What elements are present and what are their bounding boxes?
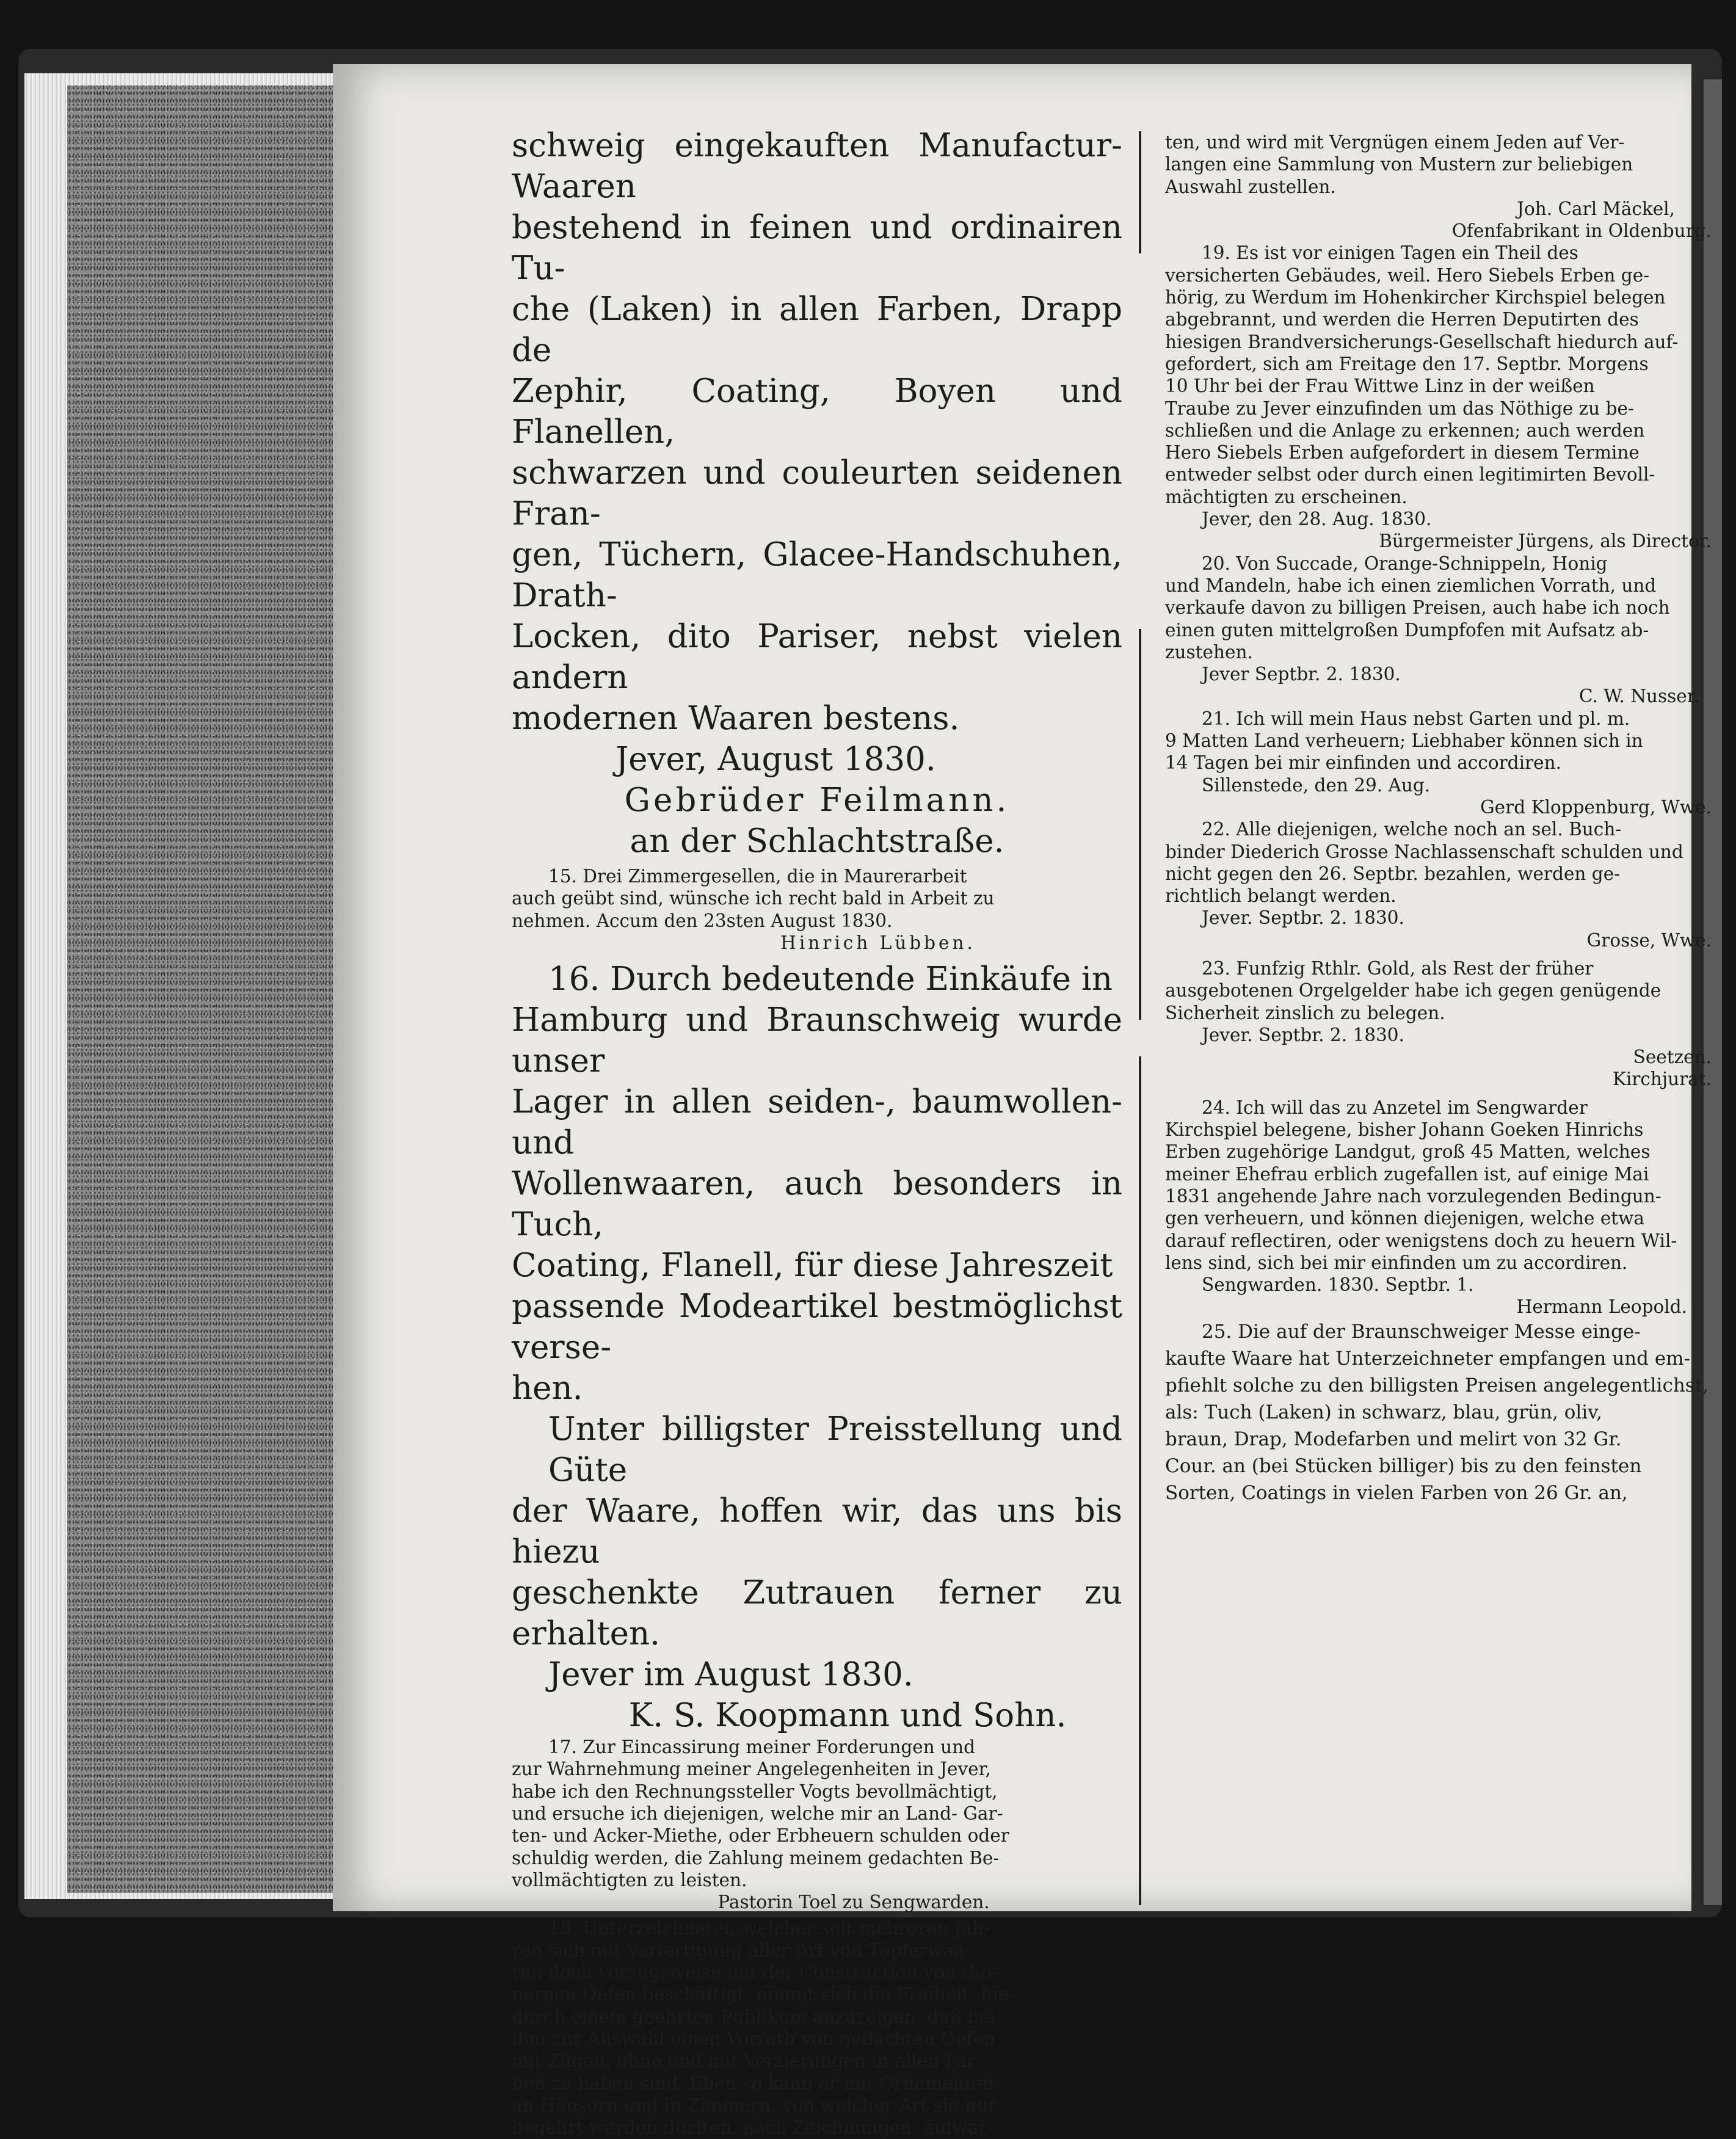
text-line: Hamburg und Braunschweig wurde unser: [512, 1001, 1122, 1080]
text-line: schließen und die Anlage zu erkennen; auch werden: [1165, 419, 1645, 441]
text-line: 15. Drei Zimmergesellen, die in Maurerarbeit: [548, 866, 967, 887]
text-line: 1831 angehende Jahre nach vorzulegenden Bedingun-: [1165, 1185, 1662, 1207]
signature: Seetzen.: [1633, 1047, 1712, 1068]
column-rule-upper: [1139, 131, 1141, 253]
notice-18-continued: [1165, 131, 1712, 242]
column-rule-lower: [1139, 1056, 1141, 1905]
speckled-fore-edge: [67, 85, 336, 1893]
notice-19: [1165, 242, 1712, 552]
text-line: entweder selbst oder durch einen legitimirten Bevoll-: [1165, 464, 1655, 485]
notice-16: [512, 959, 1122, 1736]
dateline: Sillenstede, den 29. Aug.: [1202, 774, 1431, 796]
text-line: mit Zügen, ohne und mit Verzierungen in allen Far-: [512, 2050, 982, 2072]
signature-title: Ofenfabrikant in Oldenburg.: [1451, 220, 1712, 242]
text-line: geschenkte Zutrauen ferner zu erhalten.: [512, 1574, 1122, 1653]
text-line: Erben zugehörige Landgut, groß 45 Matten, welches: [1165, 1141, 1651, 1163]
notice-18: [512, 1917, 1122, 2139]
text-line: modernen Waaren bestens.: [512, 700, 960, 737]
notice-20: [1165, 553, 1712, 708]
text-line: ihm zur Auswahl einen Vorrath von gedachten Oefen: [512, 2028, 995, 2050]
text-line: ren sich mit Verfertigung aller Art von Töpferwaa-: [512, 1939, 972, 1961]
text-line: als: Tuch (Laken) in schwarz, blau, grün, oliv,: [1165, 1401, 1602, 1423]
text-line: 20. Von Succade, Orange-Schnippeln, Honig: [1202, 553, 1608, 574]
text-line: habe ich den Rechnungssteller Vogts bevollmächtigt,: [512, 1781, 998, 1802]
text-line: passende Modeartikel bestmöglichst verse-: [512, 1288, 1122, 1367]
text-line: ren doch vorzugsweise mit der Construction von thö-: [512, 1962, 998, 1983]
text-line: der Waare, hoffen wir, das uns bis hiezu: [512, 1492, 1122, 1571]
text-line: 24. Ich will das zu Anzetel im Sengwarder: [1202, 1097, 1588, 1118]
signature: Hermann Leopold.: [1516, 1296, 1687, 1318]
text-line: mächtigten zu erscheinen.: [1165, 486, 1407, 507]
dateline: Jever Septbr. 2. 1830.: [1202, 664, 1401, 685]
text-line: 16. Durch bedeutende Einkäufe in: [548, 961, 1113, 998]
text-line: kaufte Waare hat Unterzeichneter empfangen und em-: [1165, 1347, 1691, 1370]
text-line: braun, Drap, Modefarben und melirt von 32 Gr.: [1165, 1428, 1622, 1450]
text-line: lens sind, sich bei mir einfinden um zu accordiren.: [1165, 1252, 1628, 1273]
text-line: und ersuche ich diejenigen, welche mir an Land- Gar-: [512, 1803, 1003, 1825]
text-line: ten- und Acker-Miethe, oder Erbheuern schulden oder: [512, 1825, 1009, 1847]
text-line: ben zu haben sind. Eben so kann er mit Ornamenten: [512, 2072, 994, 2094]
text-line: ten, und wird mit Vergnügen einem Jeden auf Ver-: [1165, 132, 1625, 153]
text-line: darauf reflectiren, oder wenigstens doch zu heuern Wil-: [1165, 1230, 1677, 1251]
text-line: 25. Die auf der Braunschweiger Messe einge-: [1202, 1320, 1641, 1343]
text-line: langen eine Sammlung von Mustern zur beliebigen: [1165, 154, 1633, 175]
text-line: Wollenwaaren, auch besonders in Tuch,: [512, 1165, 1122, 1244]
notice-15: [512, 865, 1122, 954]
text-line: hörig, zu Werdum im Hohenkircher Kirchspiel belegen: [1165, 287, 1666, 308]
text-line: schweig eingekauften Manufactur-Waaren: [512, 127, 1122, 205]
signature: Bürgermeister Jürgens, als Director.: [1379, 531, 1712, 552]
text-line: 9 Matten Land verheuern; Liebhaber können sich in: [1165, 730, 1643, 752]
text-line: durch einem geehrten Publikum anzuzeigen, daß bei: [512, 2006, 995, 2027]
text-line: 18. Unterzeichneter, welcher seit mehreren Jah-: [548, 1917, 990, 1939]
right-column: [1165, 131, 1712, 1506]
text-line: meiner Ehefrau erblich zugefallen ist, auf einige Mai: [1165, 1163, 1649, 1185]
text-line: che (Laken) in allen Farben, Drapp de: [512, 291, 1122, 369]
signature-address: an der Schlachtstraße.: [630, 823, 1004, 860]
text-line: vollmächtigten zu leisten.: [512, 1869, 747, 1890]
text-line: schwarzen und couleurten seidenen Fran-: [512, 454, 1122, 532]
notice-24: [1165, 1097, 1712, 1318]
text-line: gefordert, sich am Freitage den 17. Septbr. Morgens: [1165, 353, 1649, 374]
text-line: richtlich belangt werden.: [1165, 885, 1396, 907]
signature: Hinrich Lübben.: [780, 932, 976, 953]
text-line: pfiehlt solche zu den billigsten Preisen angelegentlichst,: [1165, 1374, 1709, 1396]
text-line: Auswahl zustellen.: [1165, 176, 1336, 197]
notice-22: [1165, 818, 1712, 951]
signature: Grosse, Wwe.: [1586, 929, 1712, 951]
text-line: 22. Alle diejenigen, welche noch an sel. Buch-: [1202, 819, 1622, 840]
text-line: 21. Ich will mein Haus nebst Garten und pl. m.: [1202, 708, 1630, 729]
notice-25: [1165, 1318, 1712, 1506]
text-line: nernen Oefen beschäftigt, nimmt sich die Freiheit, hie-: [512, 1984, 1015, 2005]
text-line: hen.: [512, 1370, 583, 1407]
dateline: Jever, August 1830.: [616, 741, 936, 778]
text-line: Cour. an (bei Stücken billiger) bis zu den feinsten: [1165, 1454, 1642, 1477]
text-line: 23. Funfzig Rthlr. Gold, als Rest der früher: [1202, 957, 1594, 979]
signature: Gerd Kloppenburg, Wwe.: [1480, 796, 1712, 818]
text-line: Lager in allen seiden-, baumwollen- und: [512, 1083, 1122, 1162]
signature: C. W. Nusser.: [1579, 686, 1699, 707]
notice-21: [1165, 708, 1712, 818]
text-line: verkaufe davon zu billigen Preisen, auch habe ich noch: [1165, 597, 1670, 619]
signature: Joh. Carl Mäckel,: [1517, 198, 1675, 219]
ad-continued: [512, 125, 1122, 862]
text-line: Unter billigster Preisstellung und Güte: [548, 1411, 1122, 1489]
text-line: gen, Tüchern, Glacee-Handschuhen, Drath-: [512, 536, 1122, 614]
text-line: 19. Es ist vor einigen Tagen ein Theil des: [1202, 242, 1578, 264]
signature: Pastorin Toel zu Sengwarden.: [717, 1892, 990, 1913]
text-line: hiesigen Brandversicherungs-Gesellschaft hiedurch auf-: [1165, 331, 1679, 352]
dateline: Jever. Septbr. 2. 1830.: [1202, 1024, 1404, 1045]
text-line: binder Diederich Grosse Nachlassenschaft schulden und: [1165, 841, 1683, 862]
text-line: und Mandeln, habe ich einen ziemlichen Vorrath, und: [1165, 575, 1657, 596]
text-line: nicht gegen den 26. Septbr. bezahlen, werden ge-: [1165, 863, 1621, 884]
text-line: 10 Uhr bei der Frau Wittwe Linz in der weißen: [1165, 376, 1595, 397]
text-line: zur Wahrnehmung meiner Angelegenheiten in Jever,: [512, 1759, 991, 1780]
dateline: Jever, den 28. Aug. 1830.: [1202, 509, 1432, 530]
signature-title: Kirchjurat.: [1612, 1069, 1712, 1090]
dateline: Jever im August 1830.: [548, 1656, 913, 1694]
text-line: an Häusern und in Zimmern, von welcher Art sie nur: [512, 2094, 997, 2116]
notice-23: [1165, 957, 1712, 1091]
column-rule-middle: [1139, 629, 1141, 1020]
text-line: zustehen.: [1165, 641, 1253, 663]
text-line: Sorten, Coatings in vielen Farben von 26 Gr. an,: [1165, 1481, 1628, 1504]
signature: K. S. Koopmann und Sohn.: [628, 1697, 1067, 1735]
text-line: Traube zu Jever einzufinden um das Nöthige zu be-: [1165, 398, 1634, 419]
text-line: begehrt werden dürften, nach Zeichnungen, aufwar-: [512, 2117, 993, 2138]
text-line: abgebrannt, und werden die Herren Deputirten des: [1165, 309, 1639, 330]
text-line: Zephir, Coating, Boyen und Flanellen,: [512, 372, 1122, 451]
text-line: bestehend in feinen und ordinairen Tu-: [512, 209, 1122, 287]
text-line: ausgebotenen Orgelgelder habe ich gegen genügende: [1165, 980, 1662, 1001]
text-line: einen guten mittelgroßen Dumpfofen mit Aufsatz ab-: [1165, 619, 1649, 641]
text-line: Coating, Flanell, für diese Jahreszeit: [512, 1247, 1113, 1285]
text-line: auch geübt sind, wünsche ich recht bald in Arbeit zu: [512, 888, 995, 909]
text-line: Kirchspiel belegene, bisher Johann Goeken Hinrichs: [1165, 1119, 1644, 1141]
text-line: gen verheuern, und können diejenigen, welche etwa: [1165, 1208, 1645, 1229]
text-line: Locken, dito Pariser, nebst vielen andern: [512, 618, 1122, 696]
text-line: Hero Siebels Erben aufgefordert in diesem Termine: [1165, 442, 1640, 463]
text-line: versicherten Gebäudes, weil. Hero Siebels Erben ge-: [1165, 264, 1650, 286]
left-column: [512, 125, 1122, 2139]
text-line: schuldig werden, die Zahlung meinem gedachten Be-: [512, 1847, 1000, 1868]
text-line: 14 Tagen bei mir einfinden und accordiren.: [1165, 752, 1561, 774]
notice-17: [512, 1736, 1122, 1913]
text-line: nehmen. Accum den 23sten August 1830.: [512, 910, 893, 931]
dateline: Jever. Septbr. 2. 1830.: [1202, 907, 1404, 929]
text-line: Sicherheit zinslich zu belegen.: [1165, 1002, 1445, 1023]
signature: Gebrüder Feilmann.: [624, 782, 1010, 819]
text-line: 17. Zur Eincassirung meiner Forderungen und: [548, 1737, 975, 1758]
dateline: Sengwarden. 1830. Septbr. 1.: [1202, 1274, 1474, 1296]
